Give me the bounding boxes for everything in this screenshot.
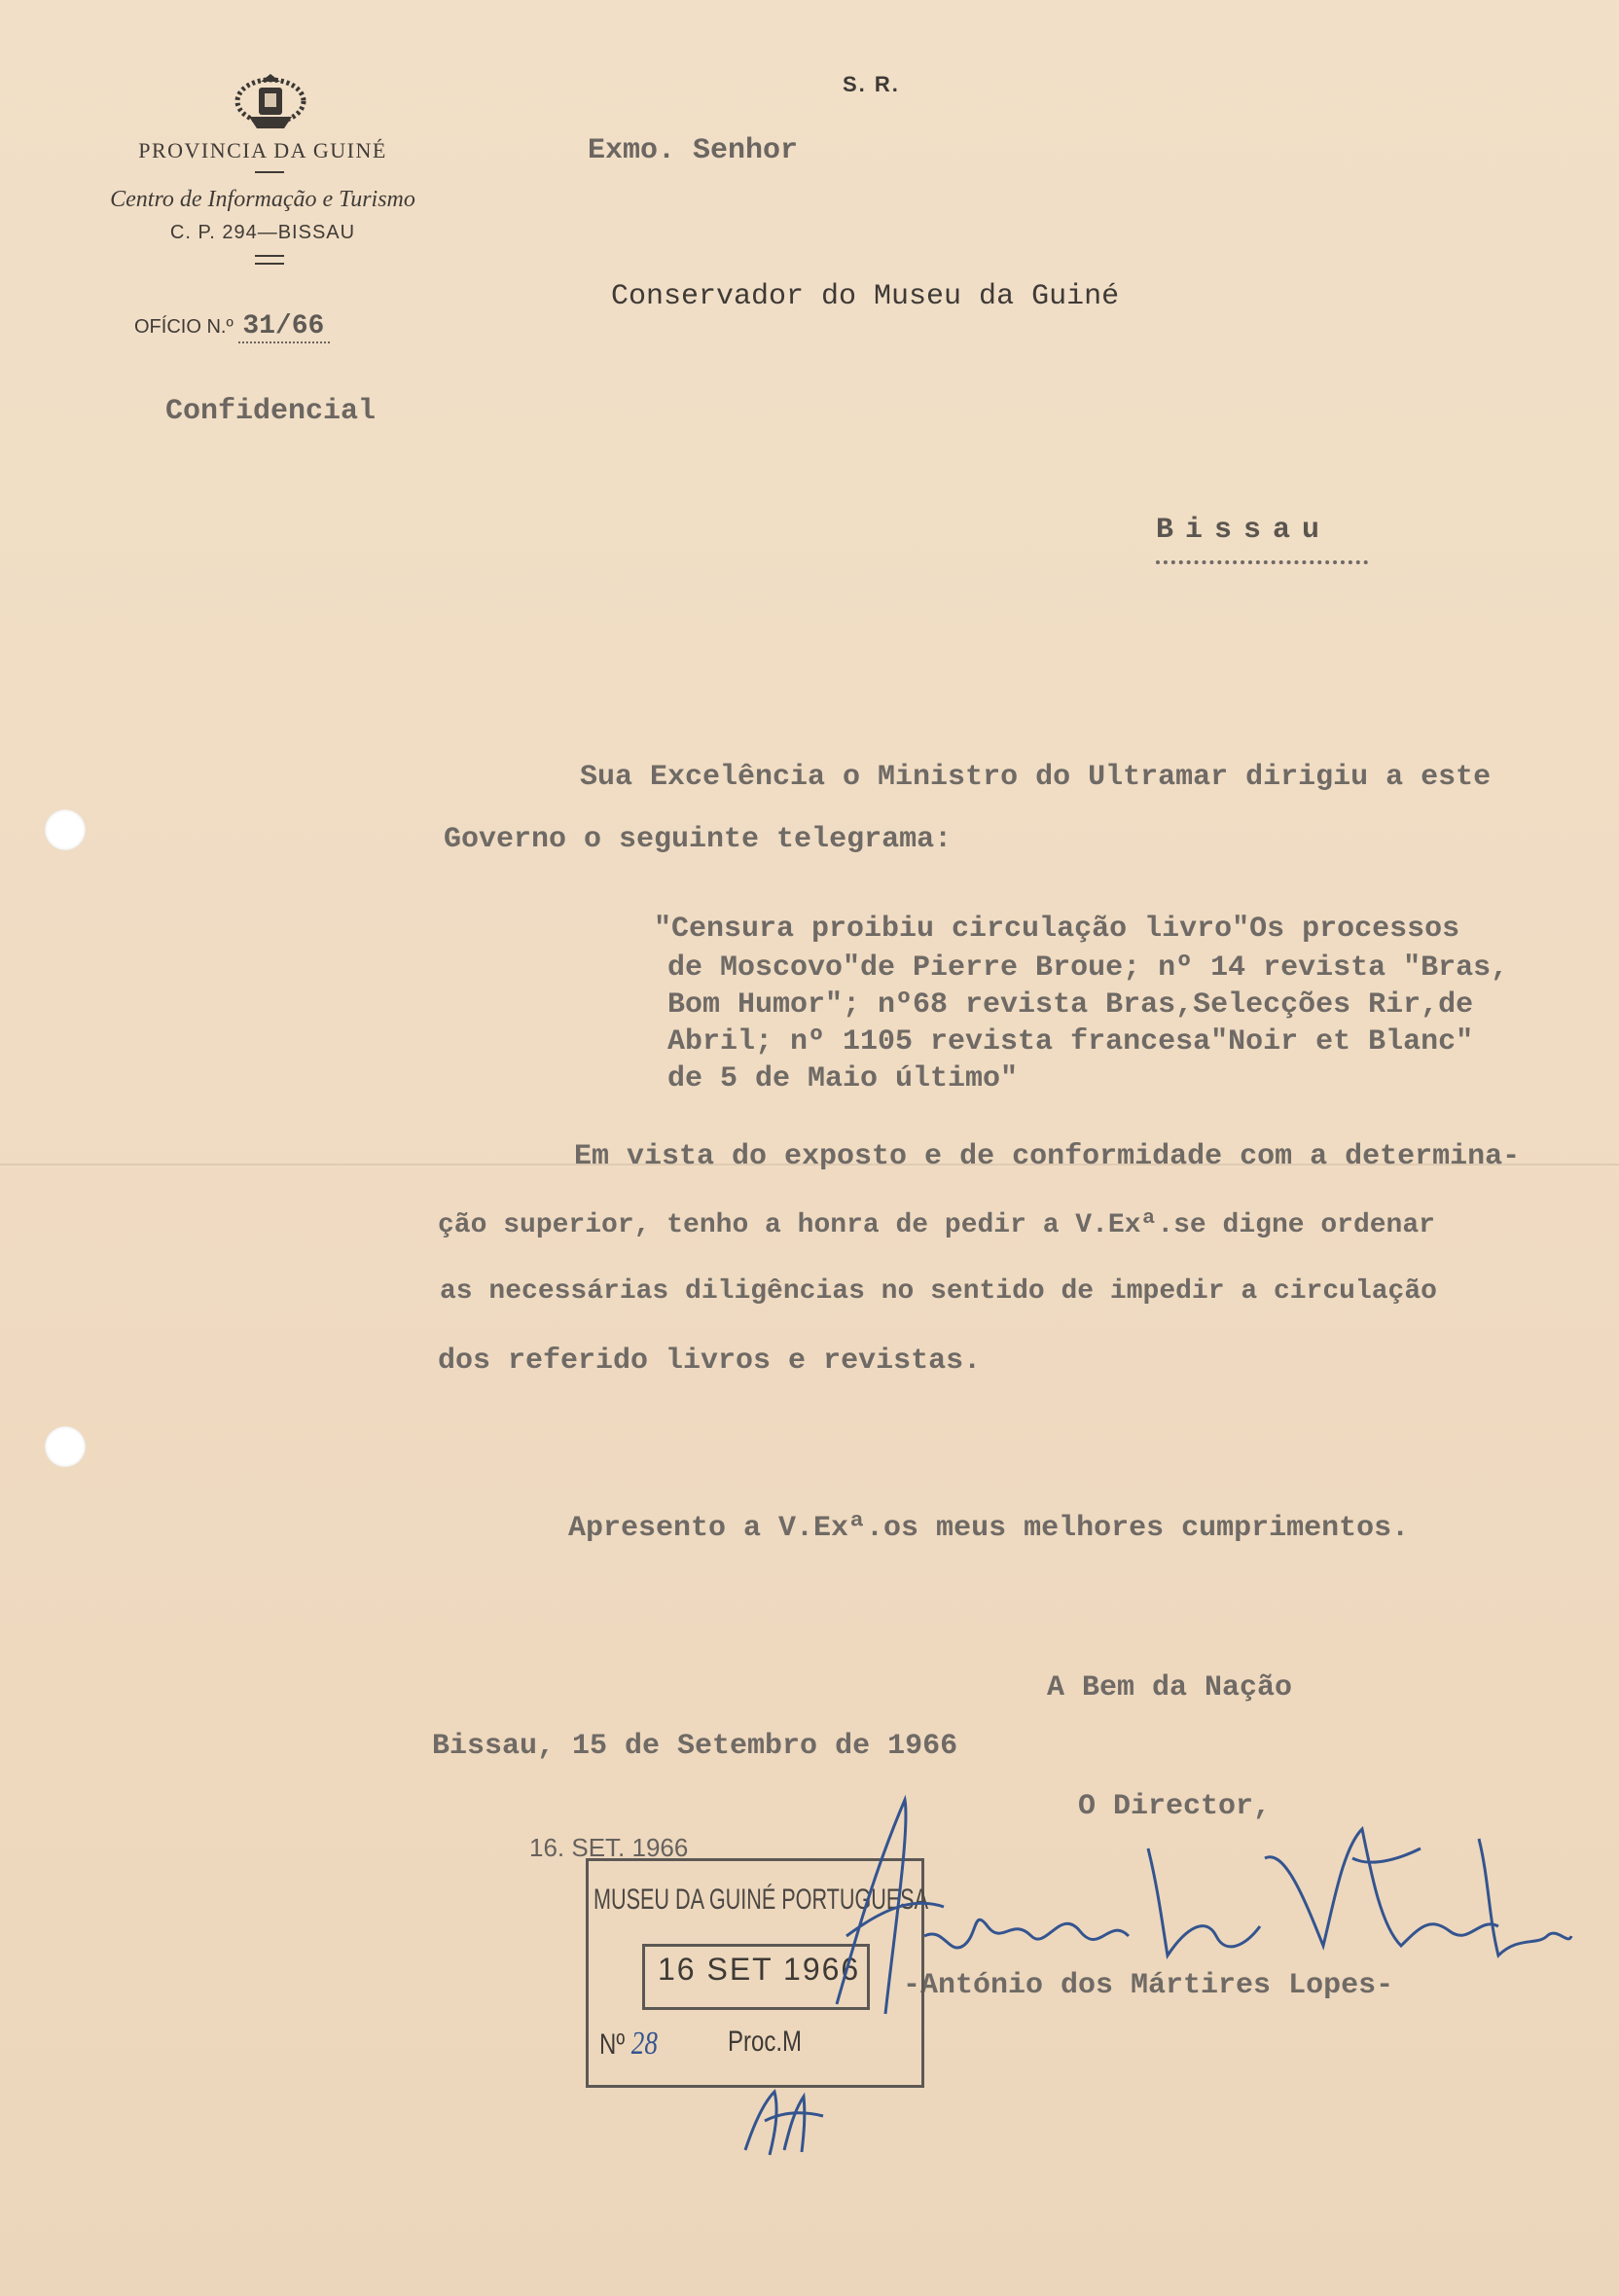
stamp-institution: MUSEU DA GUINÉ PORTUGUESA [594,1883,929,1916]
quote-line: de Moscovo"de Pierre Broue; nº 14 revista "Bras, [667,951,1509,985]
stamp-number-label: Nº [599,2028,626,2061]
closing-motto: A Bem da Nação [1047,1671,1293,1704]
quote-line: "Censura proibiu circulação livro"Os processos [654,913,1460,946]
stamp-number [599,2026,658,2063]
coat-of-arms-icon [230,72,311,134]
sr-mark: S. R. [843,72,900,96]
letterhead-divider [255,255,284,257]
classification-label: Confidencial [165,395,377,428]
recipient-city: Bissau [1156,514,1332,547]
stamp-proc-label: Proc.M [728,2026,803,2058]
punch-hole [45,809,86,850]
intro-line: Governo o seguinte telegrama: [444,823,953,856]
intro-line: Sua Excelência o Ministro do Ultramar dirigiu a este [580,761,1492,794]
letterhead-province: PROVINCIA DA GUINÉ [138,138,387,162]
place-date: Bissau, 15 de Setembro de 1966 [432,1730,958,1763]
handwritten-initials [736,2082,833,2160]
quote-line: Abril; nº 1105 revista francesa"Noir et Blanc" [667,1025,1474,1058]
punch-hole [45,1426,86,1467]
stamp-date: 16 SET 1966 [658,1952,861,1987]
salutation: Exmo. Senhor [588,134,799,167]
director-typed-name: -António dos Mártires Lopes- [903,1969,1394,2002]
paragraph-line: as necessárias diligências no sentido de impedir a circulação [440,1276,1437,1307]
quote-line: de 5 de Maio último" [667,1062,1019,1095]
letterhead-divider [255,171,284,173]
stamp-number-value: 28 [630,2026,658,2062]
greeting-line: Apresento a V.Exª.os meus melhores cumprimentos. [568,1512,1410,1545]
city-underline [1156,560,1368,564]
quote-line: Bom Humor"; nº68 revista Bras,Selecções Rir,de [667,988,1474,1022]
letterhead-address: C. P. 294—BISSAU [169,222,356,243]
paragraph-line: Em vista do exposto e de conformidade com a determina- [574,1140,1521,1173]
letterhead-centre: Centro de Informação e Turismo [110,187,415,212]
paragraph-line: ção superior, tenho a honra de pedir a V.Exª.se digne ordenar [438,1210,1435,1240]
paragraph-line: dos referido livros e revistas. [438,1345,982,1378]
recipient: Conservador do Museu da Guiné [611,280,1120,313]
officio-number-value: 31/66 [238,311,330,343]
letterhead-divider [255,263,284,265]
director-signature [778,1790,1576,2024]
officio-label: OFÍCIO N.º [134,316,234,338]
director-title: O Director, [1078,1790,1272,1823]
officio-number [134,311,330,341]
received-date-stamp: 16. SET. 1966 [529,1833,689,1862]
